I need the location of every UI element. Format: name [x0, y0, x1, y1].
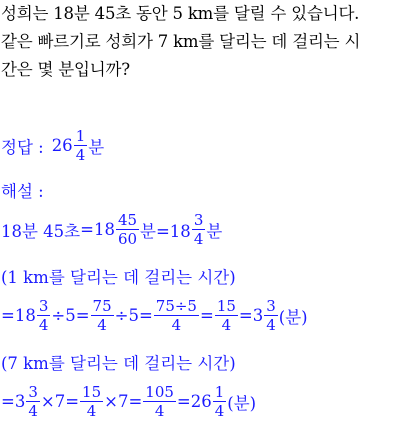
answer-numerator: 1	[75, 127, 86, 145]
problem-line-3: 간은 몇 분입니까?	[1, 60, 130, 79]
eq2-fraction-4	[215, 298, 238, 333]
eq3-s1: =3	[1, 392, 26, 411]
eq2-s5: =3	[238, 306, 264, 325]
note-1-text: (1 km를 달리는 데 걸리는 시간)	[1, 268, 236, 287]
eq2-s2: ÷5=	[51, 306, 90, 325]
eq3-f4-num: 1	[214, 383, 225, 401]
equation-1	[1, 212, 222, 247]
eq3-s4: =26	[176, 392, 212, 411]
equation-2	[1, 298, 308, 333]
problem-text	[1, 0, 399, 84]
problem-line-1: 성희는 18분 45초 동안 5 km를 달릴 수 있습니다.	[1, 4, 360, 23]
eq3-f1-num: 3	[28, 383, 38, 401]
eq1-f2-den: 4	[193, 230, 204, 248]
eq3-fraction-4	[213, 384, 227, 419]
eq2-f2-den: 4	[97, 316, 107, 334]
eq3-f3-den: 4	[154, 402, 165, 420]
eq3-fraction-2	[80, 384, 103, 419]
eq1-mid: 분=18	[140, 221, 191, 241]
answer-fraction	[74, 128, 88, 163]
eq1-fraction-1	[116, 212, 139, 247]
equation-3	[1, 384, 256, 419]
eq1-left: 18분 45초	[1, 221, 81, 241]
eq2-f1-num: 3	[38, 297, 49, 315]
eq2-unit: (분)	[278, 307, 308, 327]
answer-whole: 26	[51, 136, 73, 155]
eq2-f4-den: 4	[221, 316, 232, 334]
eq2-s3: ÷5=	[114, 306, 153, 325]
eq3-f1-den: 4	[28, 402, 38, 420]
eq1-fraction-2	[192, 212, 206, 247]
eq1-f1-num: 45	[117, 211, 138, 229]
answer-label: 정답 :	[1, 137, 44, 157]
eq3-f4-den: 4	[214, 402, 225, 420]
eq2-fraction-3	[154, 298, 199, 333]
eq2-f1-den: 4	[38, 316, 49, 334]
answer-line	[1, 128, 104, 163]
eq2-f5-den: 4	[266, 316, 276, 334]
eq1-eq-a: =18	[80, 220, 115, 239]
eq2-f5-num: 3	[266, 297, 276, 315]
eq2-s1: =18	[1, 306, 36, 325]
eq1-unit: 분	[206, 221, 223, 241]
answer-denominator: 4	[75, 146, 86, 164]
eq2-f2-num: 75	[92, 297, 112, 315]
eq3-f2-num: 15	[82, 383, 102, 401]
eq2-fraction-5	[264, 298, 278, 333]
explanation-label: 해설 :	[1, 182, 44, 201]
eq3-f2-den: 4	[86, 402, 97, 420]
eq3-s2: ×7=	[40, 392, 80, 411]
eq3-f3-num: 105	[145, 383, 174, 401]
note-2	[1, 350, 236, 374]
note-2-text: (7 km를 달리는 데 걸리는 시간)	[1, 354, 236, 373]
eq2-f4-num: 15	[216, 297, 236, 315]
eq3-fraction-3	[143, 384, 176, 419]
problem-line-2: 같은 빠르기로 성희가 7 km를 달리는 데 걸리는 시	[1, 32, 361, 51]
eq3-fraction-1	[26, 384, 40, 419]
eq1-f2-num: 3	[193, 211, 204, 229]
eq2-fraction-1	[37, 298, 51, 333]
eq3-unit: (분)	[227, 393, 257, 413]
eq2-fraction-2	[91, 298, 114, 333]
eq2-f3-num: 75÷5	[155, 297, 197, 315]
eq2-s4: =	[199, 306, 214, 325]
answer-unit: 분	[88, 137, 105, 157]
note-1	[1, 264, 236, 288]
eq2-f3-den: 4	[171, 316, 182, 334]
eq1-f1-den: 60	[117, 230, 138, 248]
eq3-s3: ×7=	[104, 392, 143, 411]
